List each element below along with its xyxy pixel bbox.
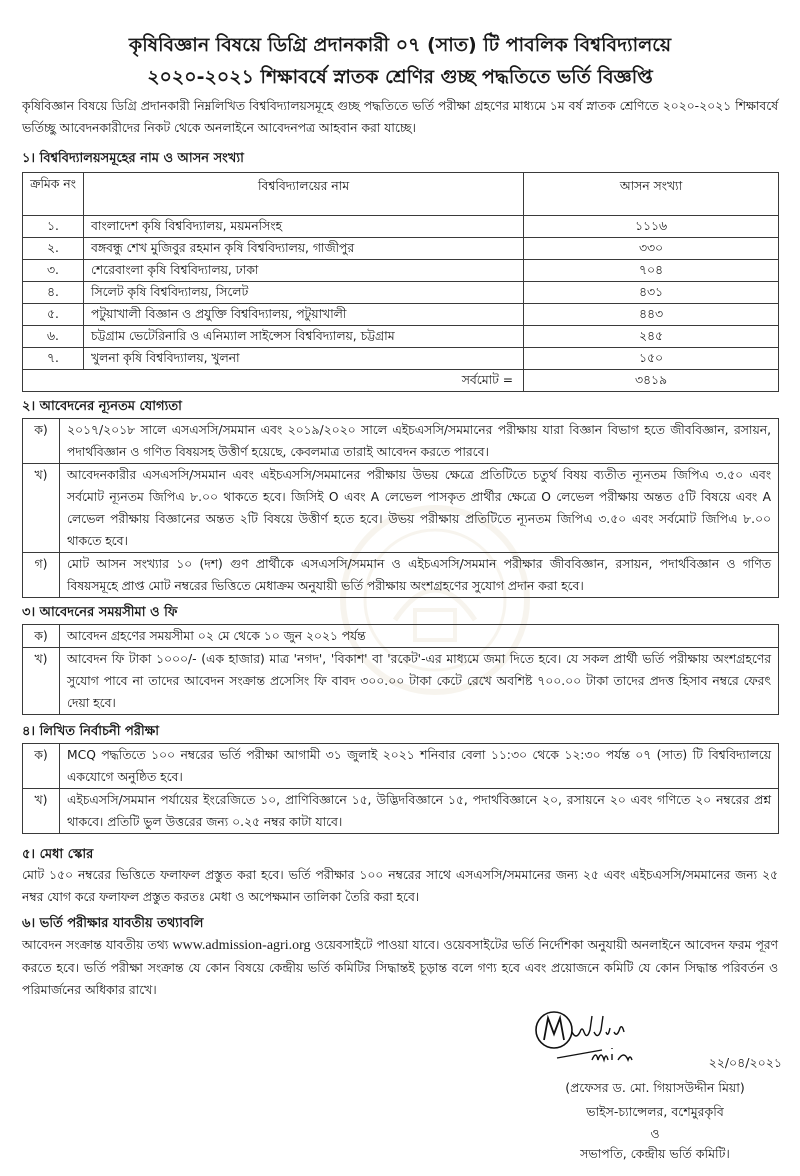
serial-cell: ৫. — [23, 304, 84, 326]
list-item — [23, 648, 779, 715]
section-3-heading: ৩। আবেদনের সময়সীমা ও ফি — [22, 605, 178, 620]
signatory-conjunction: ও — [650, 1126, 660, 1141]
university-name-cell: শেরেবাংলা কৃষি বিশ্ববিদ্যালয়, ঢাকা — [84, 260, 524, 282]
university-name-cell: সিলেট কৃষি বিশ্ববিদ্যালয়, সিলেট — [84, 282, 524, 304]
item-letter: খ) — [23, 464, 60, 553]
eligibility-table — [22, 418, 779, 598]
table-row — [23, 348, 779, 370]
university-name-cell: বঙ্গবন্ধু শেখ মুজিবুর রহমান কৃষি বিশ্ববিদ্যালয়, গাজীপুর — [84, 238, 524, 260]
seat-count-cell: ৪৩১ — [524, 282, 779, 304]
item-letter: খ) — [23, 648, 60, 715]
signatory-designation: ভাইস-চ্যান্সেলর, বশেমুরকৃবি — [586, 1104, 724, 1119]
serial-cell: ৬. — [23, 326, 84, 348]
serial-cell: ২. — [23, 238, 84, 260]
total-seats: ৩৪১৯ — [524, 370, 779, 392]
item-text: মোট আসন সংখ্যার ১০ (দশ) গুণ প্রার্থীকে এসএসসি/সমমান ও এইচএসসি/সমমান পরীক্ষার জীববিজ্ঞান, রসায়ন, পদার্থবিজ্ঞান ও গণিত বিষয়সমূহে প্রাপ্ত মোট নম্বরের ভিত্তিতে মেধাক্রম অনুযায়ী ভর্তি পরীক্ষায় অংশগ্রহণের সুযোগ প্রদান করা হবে। — [60, 553, 779, 598]
section-2-heading: ২। আবেদনের ন্যূনতম যোগ্যতা — [22, 399, 182, 414]
table-row — [23, 282, 779, 304]
signatory-name: (প্রফেসর ড. মো. গিয়াসউদ্দীন মিয়া) — [565, 1080, 745, 1095]
column-header-university-name: বিশ্ববিদ্যালয়ের নাম — [84, 173, 524, 216]
item-text: আবেদনকারীর এসএসসি/সমমান এবং এইচএসসি/সমমানের পরীক্ষায় উভয় ক্ষেত্রে প্রতিটিতে চতুর্থ বিষয় ব্যতীত ন্যূনতম জিপিএ ৩.৫০ এবং সর্বমোট ন্যূনতম জিপিএ ৮.০০ থাকতে হবে। জিসিই O এবং A লেভেল পাসকৃত প্রার্থীর ক্ষেত্রে O লেভেল পরীক্ষায় অন্তত ৫টি বিষয়ে এবং A লেভেল পরীক্ষায় বিজ্ঞানের অন্তত ২টি বিষয়ে উত্তীর্ণ হতে হবে। উভয় পরীক্ষায় প্রতিটিতে ন্যূনতম জিপিএ ৩.৫০ এবং সর্বমোট জিপিএ ৮.০০ থাকতে হবে। — [60, 464, 779, 553]
notice-title-line-1: কৃষিবিজ্ঞান বিষয়ে ডিগ্রি প্রদানকারী ০৭ (সাত) টি পাবলিক বিশ্ববিদ্যালয়ে — [128, 34, 672, 56]
item-text: এইচএসসি/সমমান পর্যায়ের ইংরেজিতে ১০, প্রাণিবিজ্ঞানে ১৫, উদ্ভিদবিজ্ঞানে ১৫, পদার্থবিজ্ঞানে ২০, রসায়নে ২০ এবং গণিতে ২০ নম্বরের প্রশ্ন থাকবে। প্রতিটি ভুল উত্তরের জন্য ০.২৫ নম্বর কাটা যাবে। — [60, 789, 779, 834]
seat-count-cell: ১৫০ — [524, 348, 779, 370]
total-label: সর্বমোট = — [23, 370, 524, 392]
serial-cell: ১. — [23, 216, 84, 238]
table-row — [23, 304, 779, 326]
section-4-heading: ৪। লিখিত নির্বাচনী পরীক্ষা — [22, 724, 160, 739]
admission-info-paragraph — [22, 934, 778, 1001]
total-row — [23, 370, 779, 392]
item-letter: ক) — [23, 419, 60, 464]
list-item — [23, 744, 779, 789]
university-seat-table — [22, 172, 779, 392]
table-header-row — [23, 173, 779, 216]
signature-block — [520, 1010, 790, 1170]
university-name-cell: খুলনা কৃষি বিশ্ববিদ্যালয়, খুলনা — [84, 348, 524, 370]
serial-cell: ৭. — [23, 348, 84, 370]
university-name-cell: বাংলাদেশ কৃষি বিশ্ববিদ্যালয়, ময়মনসিংহ — [84, 216, 524, 238]
list-item — [23, 789, 779, 834]
table-row — [23, 326, 779, 348]
signature-date: ২২/০৪/২০২১ — [708, 1055, 782, 1070]
list-item — [23, 553, 779, 598]
deadline-fee-table — [22, 624, 779, 715]
handwritten-signature-icon — [532, 1010, 722, 1068]
merit-score-paragraph: মোট ১৫০ নম্বরের ভিত্তিতে ফলাফল প্রস্তুত করা হবে। ভর্তি পরীক্ষার ১০০ নম্বরের সাথে এসএসসি/সমমানের জন্য ২৫ এবং এইচএসসি/সমমানের জন্য ২৫ নম্বর যোগ করে ফলাফল প্রস্তুত করতঃ মেধা ও অপেক্ষমান তালিকা তৈরি করা হবে। — [22, 868, 778, 904]
item-letter: গ) — [23, 553, 60, 598]
item-text: আবেদন ফি টাকা ১০০০/- (এক হাজার) মাত্র 'নগদ', 'বিকাশ' বা 'রকেট'-এর মাধ্যমে জমা দিতে হবে। যে সকল প্রার্থী ভর্তি পরীক্ষায় অংশগ্রহণের সুযোগ পাবে না তাদের আবেদন সংক্রান্ত প্রসেসিং ফি বাবদ ৩০০.০০ টাকা কেটে রেখে অবশিষ্ট ৭০০.০০ টাকা তাদের প্রদত্ত হিসাব নম্বরে ফেরৎ দেয়া হবে। — [60, 648, 779, 715]
section-6-heading: ৬। ভর্তি পরীক্ষার যাবতীয় তথ্যাবলি — [22, 916, 204, 931]
seat-count-cell: ৪৪৩ — [524, 304, 779, 326]
section-5-heading: ৫। মেধা স্কোর — [22, 847, 94, 862]
seat-count-cell: ২৪৫ — [524, 326, 779, 348]
serial-cell: ৩. — [23, 260, 84, 282]
list-item — [23, 625, 779, 648]
column-header-serial: ক্রমিক নং — [23, 173, 84, 216]
signatory-role: সভাপতি, কেন্দ্রীয় ভর্তি কমিটি। — [580, 1146, 730, 1161]
item-letter: ক) — [23, 744, 60, 789]
serial-cell: ৪. — [23, 282, 84, 304]
admission-info-text-end: ওয়েবসাইটে পাওয়া যাবে। ওয়েবসাইটের ভর্তি নির্দেশিকা অনুযায়ী অনলাইনে আবেদন ফরম পূরণ করতে হবে। ভর্তি পরীক্ষা সংক্রান্ত যে কোন বিষয়ে কেন্দ্রীয় ভর্তি কমিটির সিদ্ধান্তই চূড়ান্ত বলে গণ্য হবে এবং প্রয়োজনে কমিটি যে কোন সিদ্ধান্ত পরিবর্তন ও পরিমার্জনের অধিকার রাখে। — [22, 938, 778, 997]
seat-count-cell: ৩৩০ — [524, 238, 779, 260]
admission-info-text-start: আবেদন সংক্রান্ত যাবতীয় তথ্য — [22, 938, 173, 952]
seat-count-cell: ১১১৬ — [524, 216, 779, 238]
university-name-cell: পটুয়াখালী বিজ্ঞান ও প্রযুক্তি বিশ্ববিদ্যালয়, পটুয়াখালী — [84, 304, 524, 326]
item-text: ২০১৭/২০১৮ সালে এসএসসি/সমমান এবং ২০১৯/২০২০ সালে এইচএসসি/সমমানের পরীক্ষায় যারা বিজ্ঞান বিভাগ হতে জীববিজ্ঞান, রসায়ন, পদার্থবিজ্ঞান ও গণিত বিষয়সহ উত্তীর্ণ হয়েছে, কেবলমাত্র তারাই আবেদন করতে পারবে। — [60, 419, 779, 464]
item-letter: খ) — [23, 789, 60, 834]
admission-website-link[interactable]: www.admission-agri.org — [172, 938, 311, 953]
item-text: আবেদন গ্রহণের সময়সীমা ০২ মে থেকে ১০ জুন ২০২১ পর্যন্ত — [60, 625, 779, 648]
item-text: MCQ পদ্ধতিতে ১০০ নম্বরের ভর্তি পরীক্ষা আগামী ৩১ জুলাই ২০২১ শনিবার বেলা ১১:৩০ থেকে ১২:৩০ পর্যন্ত ০৭ (সাত) টি বিশ্ববিদ্যালয়ে একযোগে অনুষ্ঠিত হবে। — [60, 744, 779, 789]
section-1-heading: ১। বিশ্ববিদ্যালয়সমূহের নাম ও আসন সংখ্যা — [22, 151, 244, 166]
notice-title-line-2: ২০২০-২০২১ শিক্ষাবর্ষে স্নাতক শ্রেণির গুচ্ছ পদ্ধতিতে ভর্তি বিজ্ঞপ্তি — [147, 66, 653, 88]
university-name-cell: চট্টগ্রাম ভেটেরিনারি ও এনিম্যাল সাইন্সেস বিশ্ববিদ্যালয়, চট্টগ্রাম — [84, 326, 524, 348]
table-row — [23, 216, 779, 238]
table-row — [23, 238, 779, 260]
column-header-seats: আসন সংখ্যা — [524, 173, 779, 216]
seat-count-cell: ৭০৪ — [524, 260, 779, 282]
list-item — [23, 464, 779, 553]
list-item — [23, 419, 779, 464]
table-row — [23, 260, 779, 282]
written-exam-table — [22, 743, 779, 834]
intro-paragraph: কৃষিবিজ্ঞান বিষয়ে ডিগ্রি প্রদানকারী নিম্নলিখিত বিশ্ববিদ্যালয়সমূহে গুচ্ছ পদ্ধতিতে ভর্তি পরীক্ষা গ্রহণের মাধ্যমে ১ম বর্ষ স্নাতক শ্রেণিতে ২০২০-২০২১ শিক্ষাবর্ষে ভর্তিচ্ছু আবেদনকারীদের নিকট থেকে অনলাইনে আবেদনপত্র আহবান করা যাচ্ছে। — [22, 99, 779, 135]
item-letter: ক) — [23, 625, 60, 648]
